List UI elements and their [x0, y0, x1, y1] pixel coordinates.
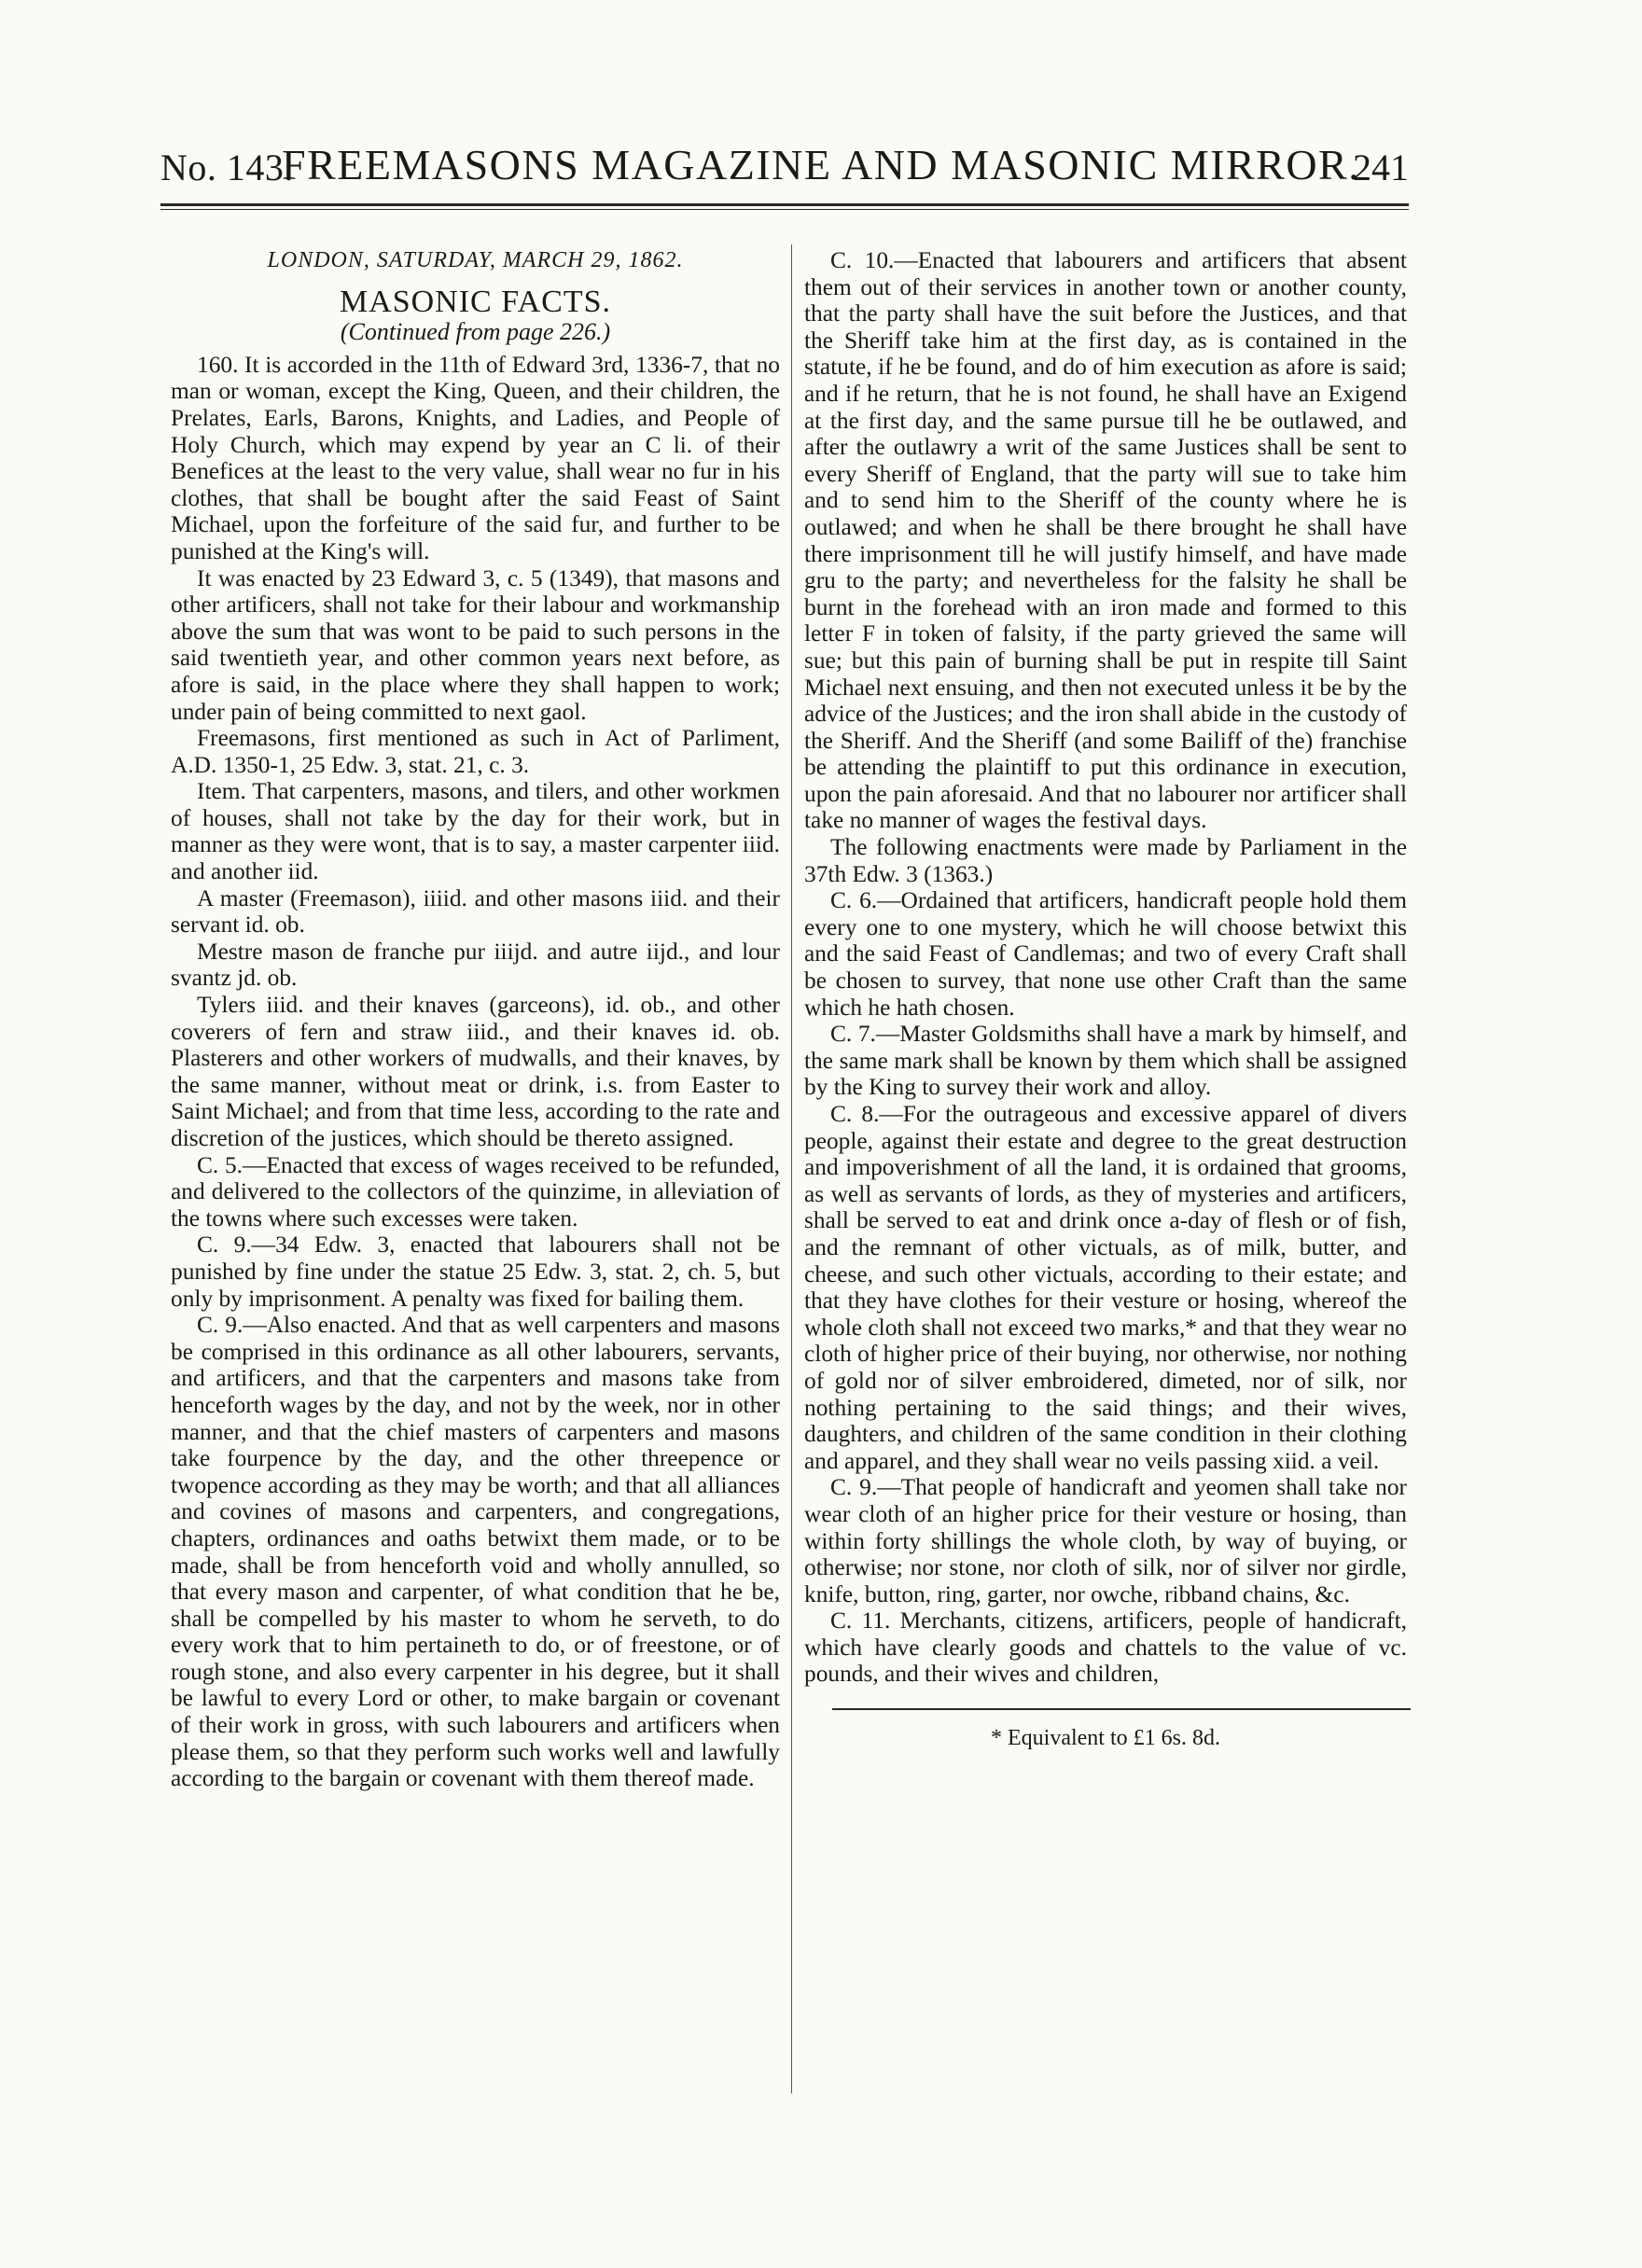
right-column	[804, 247, 1407, 1752]
section-title: MASONIC FACTS.	[339, 284, 612, 319]
issue-number: No. 143.	[160, 146, 294, 188]
paragraph: 160. It is accorded in the 11th of Edward 3rd, 1336-7, that no man or woman, except the King, Queen, and their children, the Prelates, Earls, Barons, Knights, and Ladies, and People of Holy Church, which may expend by year an C li. of their Benefices at the least to the very value, shall wear no fur in his clothes, that shall be bought after the said Feast of Saint Michael, upon the forfeiture of the said fur, and further to be punished at the King's will.	[171, 351, 780, 564]
footnote-rule	[832, 1708, 1411, 1710]
paragraph: C. 7.—Master Goldsmiths shall have a mark by himself, and the same mark shall be known by them which shall be assigned by the King to survey their work and alloy.	[804, 1021, 1407, 1101]
paragraph: C. 9.—That people of handicraft and yeomen shall take nor wear cloth of an higher price for their vesture or hosing, than within forty shillings the whole cloth, by way of buying, or otherwise; nor stone, nor cloth of silk, nor of silver nor girdle, knife, button, ring, garter, nor owche, ribband chains, &c.	[804, 1474, 1407, 1607]
column-divider	[791, 244, 792, 2094]
masthead	[160, 140, 1409, 205]
paragraph: C. 9.—34 Edw. 3, enacted that labourers shall not be punished by fine under the statue 25 Edw. 3, stat. 2, ch. 5, but only by imprisonment. A penalty was fixed for bailing them.	[171, 1231, 780, 1312]
paragraph: C. 11. Merchants, citizens, artificers, people of handicraft, which have clearly goods and chattels to the value of vc. pounds, and their wives and children,	[804, 1607, 1407, 1688]
left-column	[171, 247, 780, 1792]
paragraph: Tylers iiid. and their knaves (garceons), id. ob., and other coverers of fern and straw iiid., and their knaves id. ob. Plasterers and other workers of mudwalls, and their knaves, by the same manner, without meat or drink, i.s. from Easter to Saint Michael; and from that time less, according to the rate and discretion of the justices, which should be thereto assigned.	[171, 992, 780, 1151]
header-rule	[160, 203, 1409, 206]
dateline: LONDON, SATURDAY, MARCH 29, 1862.	[267, 248, 684, 272]
paragraph: It was enacted by 23 Edward 3, c. 5 (1349), that masons and other artificers, shall not take for their labour and workmanship above the sum that was wont to be paid to such persons in the said twentieth year, and other common years next before, as afore is said, in the place where they shall happen to work; under pain of being committed to next gaol.	[171, 564, 780, 725]
paragraph: C. 10.—Enacted that labourers and artificers that absent them out of their services in another town or another county, that the party shall have the suit before the Justices, and that the Sheriff take him at the first day, as is contained in the statute, if he be found, and do of him execution as afore is said; and if he return, that he is not found, he shall have an Exigend at the first day, and the same pursue till he be outlawed, and after the outlawry a writ of the same Justices shall be sent to every Sheriff of England, that the party will sue to take him and to send him to the Sheriff of the county where he is outlawed; and when he shall be there brought he shall have there imprisonment till he will justify himself, and have made gru to the party; and nevertheless for the falsity he shall be burnt in the forehead with an iron made and formed to this letter F in token of falsity, if the party grieved the same will sue; but this pain of burning shall be put in respite till Saint Michael next ensuing, and then not executed unless it be by the advice of the Justices; and the iron shall abide in the custody of the Sheriff. And the Sheriff (and some Bailiff of the) franchise be attending the plaintiff to put this ordinance in execution, upon the pain aforesaid. And that no labourer nor artificer shall take no manner of wages the festival days.	[804, 247, 1407, 834]
paragraph: A master (Freemason), iiiid. and other masons iiid. and their servant id. ob.	[171, 884, 780, 939]
continued-note: (Continued from page 226.)	[340, 318, 611, 346]
paragraph: Mestre mason de franche pur iiijd. and autre iijd., and lour svantz jd. ob.	[171, 938, 780, 992]
paragraph: Freemasons, first mentioned as such in Act of Parliment, A.D. 1350-1, 25 Edw. 3, stat. 21, c. 3.	[171, 725, 780, 778]
footnote: * Equivalent to £1 6s. 8d.	[991, 1726, 1220, 1751]
paragraph: C. 6.—Ordained that artificers, handicraft people hold them every one to one mystery, which he will choose betwixt this and the said Feast of Candlemas; and two of every Craft shall be chosen to survey, that none use other Craft than the same which he hath chosen.	[804, 887, 1407, 1021]
paragraph: Item. That carpenters, masons, and tilers, and other workmen of houses, shall not take by the day for their work, but in manner as they were wont, that is to say, a master carpenter iiid. and another iid.	[171, 778, 780, 885]
header-rule-thin	[160, 209, 1409, 210]
paragraph: C. 5.—Enacted that excess of wages received to be refunded, and delivered to the collectors of the quinzime, in alleviation of the towns where such excesses were taken.	[171, 1151, 780, 1231]
paragraph: C. 9.—Also enacted. And that as well carpenters and masons be comprised in this ordinance as all other labourers, servants, and artificers, and that the carpenters and masons take from henceforth wages by the day, and not by the week, nor in other manner, and that the chief masters of carpenters and masons take fourpence by the day, and the other threepence or twopence according as they may be worth; and that all alliances and covines of masons and carpenters, and congregations, chapters, ordinances and oaths betwixt them made, or to be made, shall be from henceforth void and wholly annulled, so that every mason and carpenter, of what condition that he be, shall be compelled by his master to whom he serveth, to do every work that to him pertaineth to do, or of freestone, or of rough stone, and also every carpenter in his degree, but it shall be lawful to every Lord or other, to make bargain or covenant of their work in gross, with such labourers and artificers when please them, so that they perform such works well and lawfully according to the bargain or covenant with them thereof made.	[171, 1312, 780, 1792]
paragraph: The following enactments were made by Parliament in the 37th Edw. 3 (1363.)	[804, 834, 1407, 887]
page-number: 241	[1353, 146, 1409, 188]
paragraph: C. 8.—For the outrageous and excessive apparel of divers people, against their estate and degree to the great destruction and impoverishment of all the land, it is ordained that grooms, as well as servants of lords, as they of mysteries and artificers, shall be served to eat and drink once a-day of flesh or of fish, and the remnant of other victuals, as of milk, butter, and cheese, and such other victuals, according to their estate; and that they have clothes for their vesture or hosing, whereof the whole cloth shall not exceed two marks,* and that they wear no cloth of higher price of their buying, nor otherwise, nor nothing of gold nor of silver embroidered, dimeted, nor of silk, nor nothing pertaining to the said things; and their wives, daughters, and children of the same condition in their clothing and apparel, and they shall wear no veils passing xiid. a veil.	[804, 1101, 1407, 1474]
magazine-title: FREEMASONS MAGAZINE AND MASONIC MIRROR.	[282, 141, 1361, 188]
